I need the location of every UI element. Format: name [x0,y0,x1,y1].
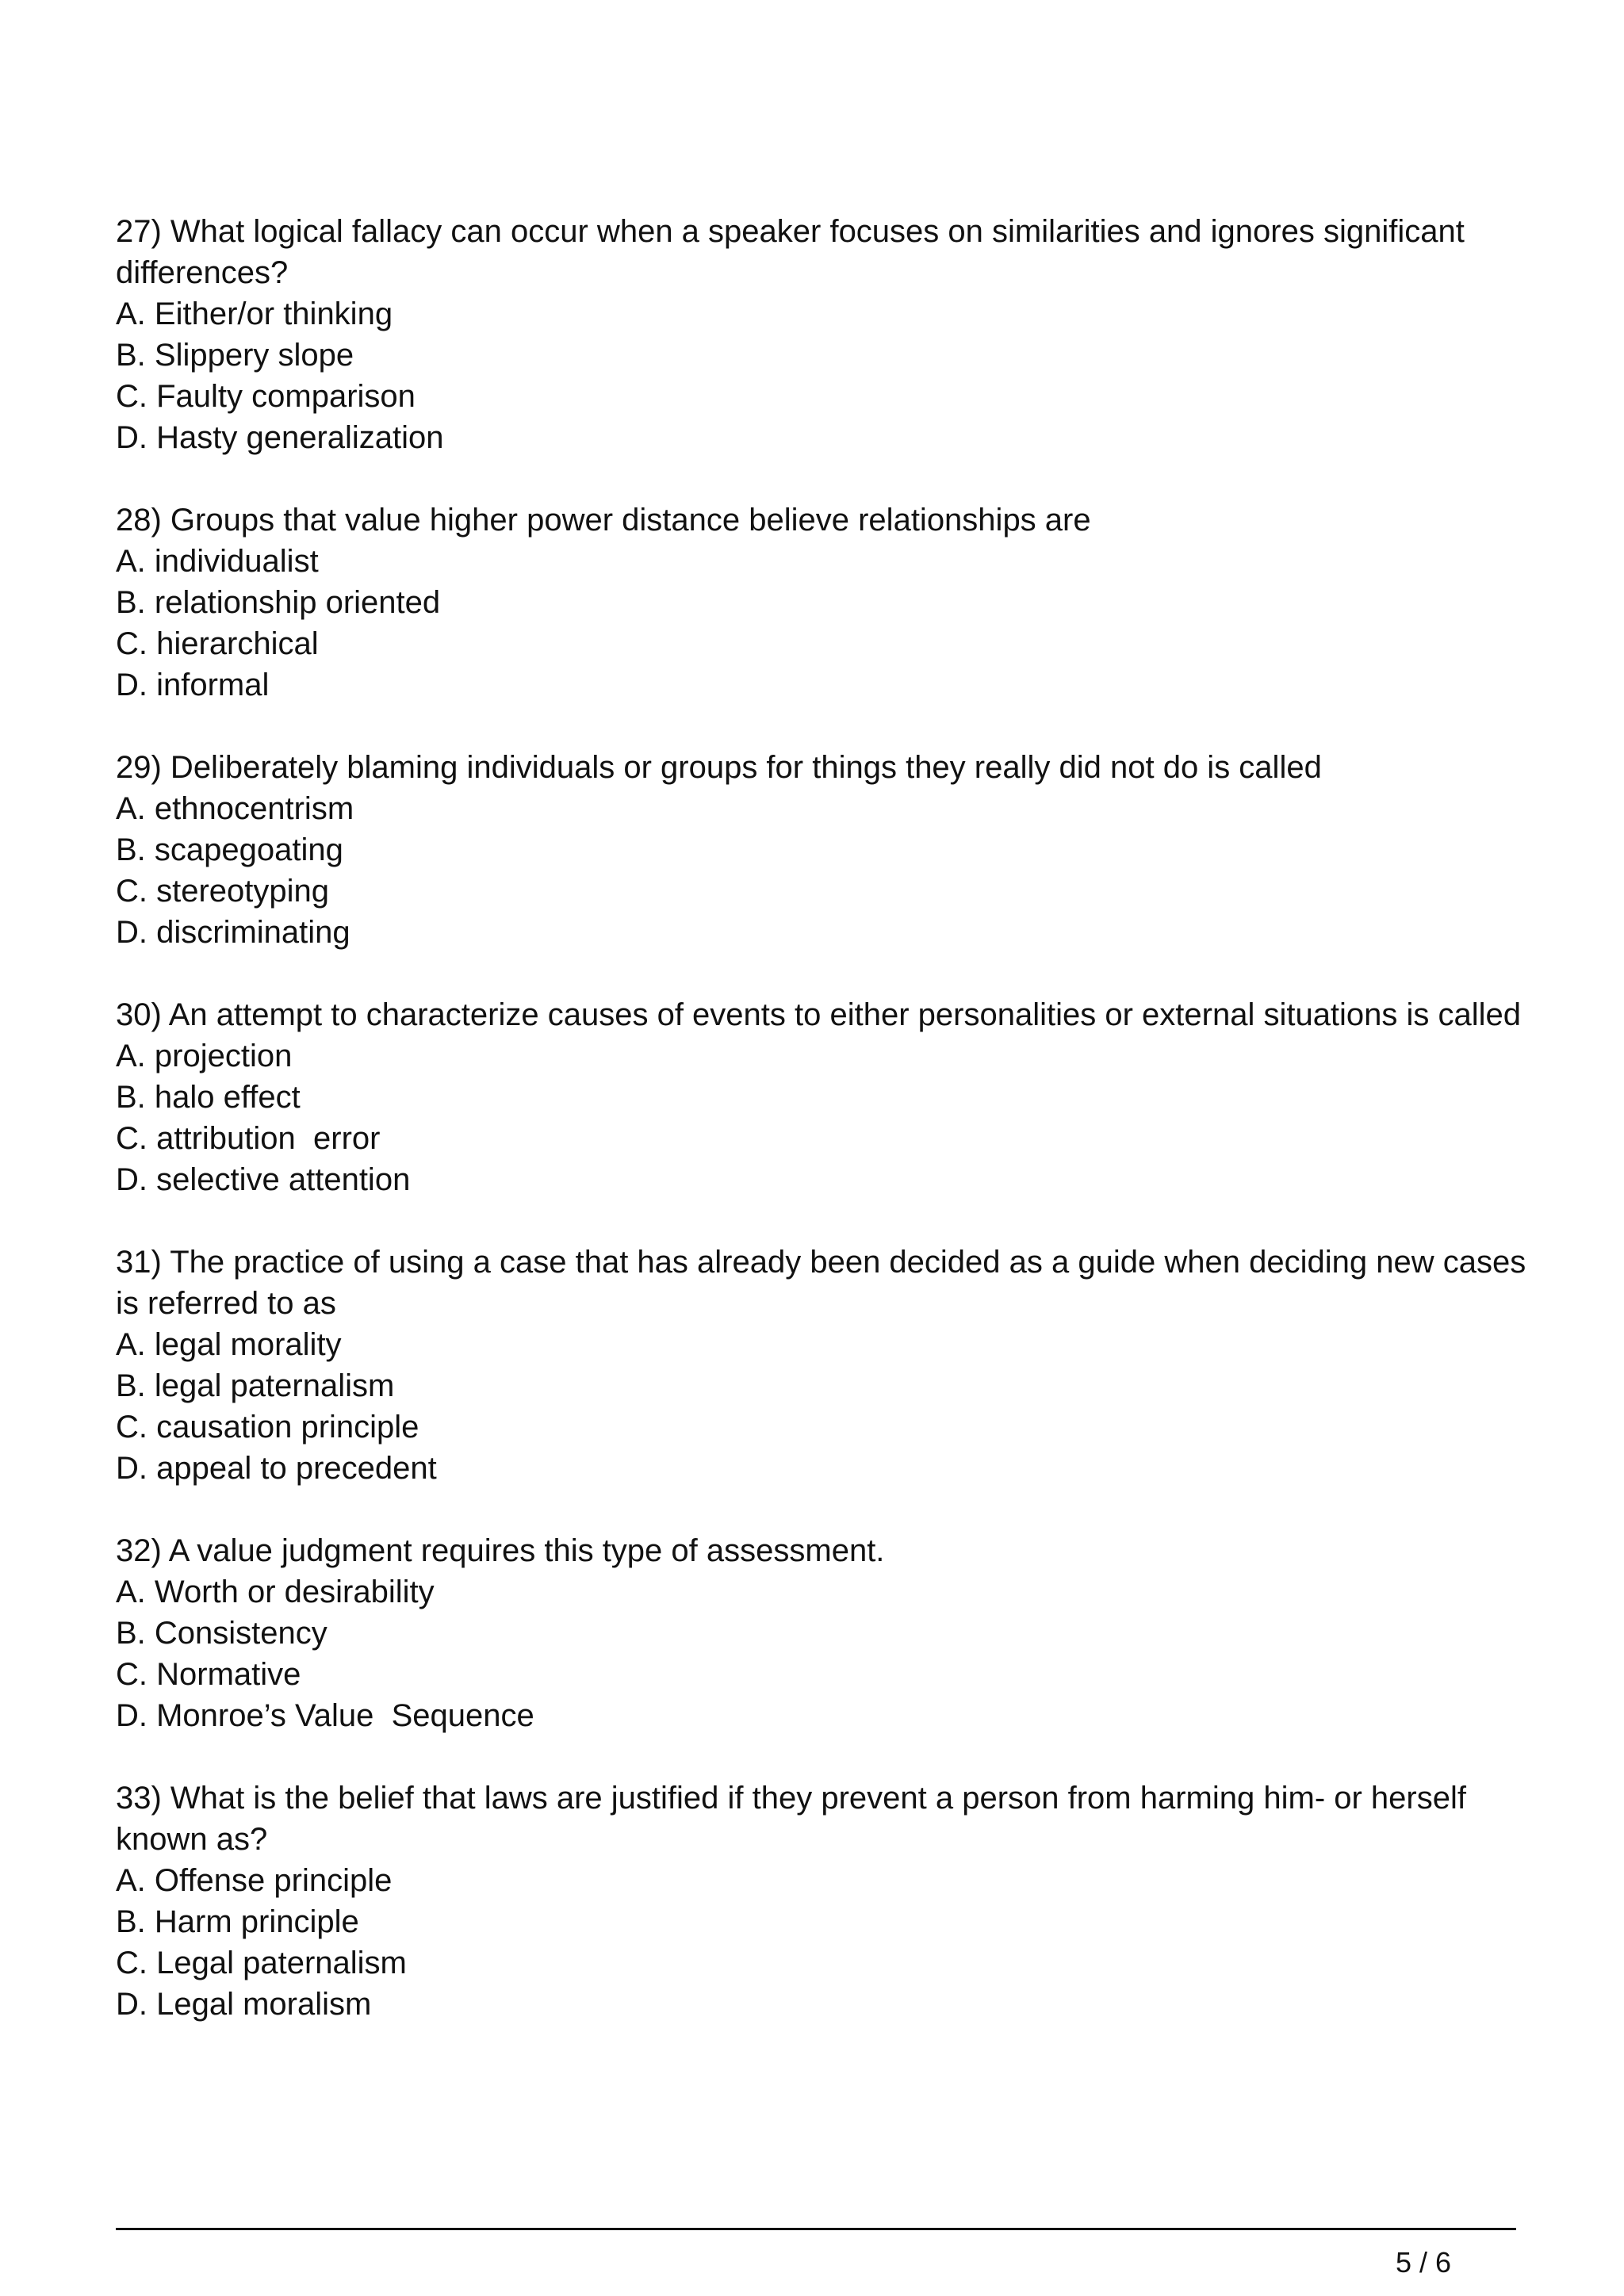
option-a: A. Offense principle [116,1863,393,1898]
option-d: D. Hasty generalization [116,420,444,455]
question-33 [116,1777,1527,2025]
option-d: D. discriminating [116,915,350,950]
option-c: C. causation principle [116,1410,419,1445]
option-c: C. attribution error [116,1121,381,1156]
option-d: D. informal [116,668,270,702]
question-text: 29) Deliberately blaming individuals or groups for things they really did not do is called [116,750,1322,785]
option-d: D. selective attention [116,1162,411,1197]
question-text: 32) A value judgment requires this type of assessment. [116,1533,885,1568]
option-a: A. individualist [116,544,319,579]
option-b: B. scapegoating [116,832,343,867]
question-32 [116,1530,1527,1736]
option-a: A. Worth or desirability [116,1575,435,1609]
option-b: B. Consistency [116,1616,327,1651]
option-a: A. Either/or thinking [116,297,393,331]
option-c: C. stereotyping [116,874,330,909]
question-30 [116,994,1527,1200]
option-a: A. projection [116,1039,293,1073]
question-text: 28) Groups that value higher power distance believe relationships are [116,503,1091,538]
footer-divider [116,2228,1516,2230]
option-c: C. Legal paternalism [116,1946,407,1980]
option-d: D. Legal moralism [116,1987,372,2022]
option-b: B. Harm principle [116,1904,359,1939]
question-31 [116,1242,1535,1489]
option-c: C. hierarchical [116,626,319,661]
option-b: B. relationship oriented [116,585,441,620]
option-b: B. halo effect [116,1080,301,1115]
option-b: B. Slippery slope [116,338,354,373]
page-number: 5 / 6 [1396,2246,1452,2279]
question-list [116,211,1535,2066]
question-28 [116,499,1527,706]
question-29 [116,747,1527,953]
option-a: A. ethnocentrism [116,791,354,826]
option-c: C. Normative [116,1657,301,1692]
question-text: 30) An attempt to characterize causes of events to either personalities or external situations is called [116,997,1522,1032]
question-text: 31) The practice of using a case that has already been decided as a guide when deciding new cases is referred to as [116,1245,1535,1321]
question-text: 27) What logical fallacy can occur when a speaker focuses on similarities and ignores significant differences? [116,214,1473,290]
option-a: A. legal morality [116,1327,342,1362]
option-d: D. appeal to precedent [116,1451,437,1486]
question-text: 33) What is the belief that laws are justified if they prevent a person from harming him- or herself known as? [116,1781,1476,1857]
option-c: C. Faulty comparison [116,379,416,414]
option-b: B. legal paternalism [116,1368,395,1403]
option-d: D. Monroe’s Value Sequence [116,1698,534,1733]
question-27 [116,211,1527,458]
